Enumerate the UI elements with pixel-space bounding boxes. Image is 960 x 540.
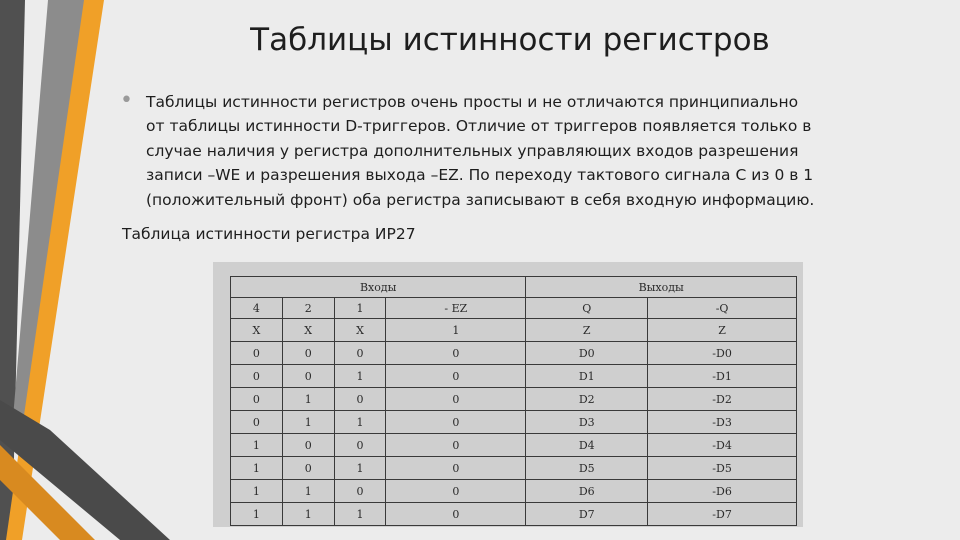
table-cell: D5 [526, 457, 648, 480]
table-cell: 0 [386, 365, 526, 388]
column-header: 1 [334, 298, 386, 319]
table-cell: 0 [334, 434, 386, 457]
table-cell: 1 [334, 365, 386, 388]
table-cell: D7 [526, 503, 648, 526]
bullet-paragraph [120, 90, 920, 212]
table-row [231, 365, 797, 388]
column-header: Q [526, 298, 648, 319]
table-cell: 0 [231, 342, 283, 365]
table-row [231, 319, 797, 342]
table-cell: 0 [282, 457, 334, 480]
table-column-header-row [231, 298, 797, 319]
table-cell: -D6 [648, 480, 797, 503]
table-cell: 1 [231, 457, 283, 480]
table-cell: D3 [526, 411, 648, 434]
table-cell: D2 [526, 388, 648, 411]
inputs-group-header: Входы [231, 277, 526, 298]
table-cell: D4 [526, 434, 648, 457]
table-cell: D1 [526, 365, 648, 388]
table-cell: 0 [334, 388, 386, 411]
column-header: -Q [648, 298, 797, 319]
table-cell: 1 [282, 388, 334, 411]
table-row [231, 411, 797, 434]
table-cell: 1 [231, 503, 283, 526]
table-cell: X [282, 319, 334, 342]
table-cell: -D2 [648, 388, 797, 411]
table-cell: 0 [386, 434, 526, 457]
table-cell: 1 [282, 480, 334, 503]
table-group-header-row [231, 277, 797, 298]
column-header: - EZ [386, 298, 526, 319]
slide-title: Таблицы истинности регистров [250, 22, 770, 58]
table-row [231, 434, 797, 457]
table-cell: 0 [386, 457, 526, 480]
table-row [231, 480, 797, 503]
table-cell: X [231, 319, 283, 342]
bullet-line: (положительный фронт) оба регистра записывают в себя входную информацию. [146, 190, 815, 209]
outputs-group-header: Выходы [526, 277, 797, 298]
table-cell: -D4 [648, 434, 797, 457]
table-cell: 0 [231, 388, 283, 411]
table-cell: 1 [282, 411, 334, 434]
table-cell: 1 [334, 503, 386, 526]
bullet-line: от таблицы истинности D-триггеров. Отличие от триггеров появляется только в [146, 117, 812, 136]
table-cell: 1 [334, 411, 386, 434]
table-cell: 0 [386, 503, 526, 526]
table-cell: 1 [334, 457, 386, 480]
column-header: 2 [282, 298, 334, 319]
table-cell: 0 [386, 480, 526, 503]
table-cell: D6 [526, 480, 648, 503]
bullet-marker: • [120, 88, 133, 113]
table-cell: 0 [231, 365, 283, 388]
table-caption: Таблица истинности регистра ИР27 [122, 225, 416, 243]
bullet-line: Таблицы истинности регистров очень просты и не отличаются принципиально [146, 93, 799, 111]
table-cell: 0 [282, 342, 334, 365]
table-cell: 0 [231, 411, 283, 434]
table-row [231, 457, 797, 480]
table-row [231, 503, 797, 526]
table-cell: 0 [386, 388, 526, 411]
table-cell: -D1 [648, 365, 797, 388]
table-cell: 0 [334, 342, 386, 365]
table-cell: 1 [386, 319, 526, 342]
bullet-line: случае наличия у регистра дополнительных управляющих входов разрешения [146, 141, 799, 160]
table-cell: D0 [526, 342, 648, 365]
column-header: 4 [231, 298, 283, 319]
table-cell: 1 [231, 480, 283, 503]
table-cell: 0 [282, 365, 334, 388]
table-cell: -D3 [648, 411, 797, 434]
table-cell: Z [526, 319, 648, 342]
table-cell: -D7 [648, 503, 797, 526]
table-cell: 0 [282, 434, 334, 457]
table-cell: 1 [282, 503, 334, 526]
table-cell: 0 [386, 342, 526, 365]
bullet-line: записи –WE и разрешения выхода –EZ. По переходу тактового сигнала C из 0 в 1 [146, 166, 814, 185]
table-cell: 0 [334, 480, 386, 503]
table-row [231, 388, 797, 411]
table-cell: 0 [386, 411, 526, 434]
table-cell: X [334, 319, 386, 342]
table-cell: Z [648, 319, 797, 342]
table-row [231, 342, 797, 365]
table-cell: -D0 [648, 342, 797, 365]
table-cell: 1 [231, 434, 283, 457]
table-cell: -D5 [648, 457, 797, 480]
truth-table [230, 276, 797, 526]
